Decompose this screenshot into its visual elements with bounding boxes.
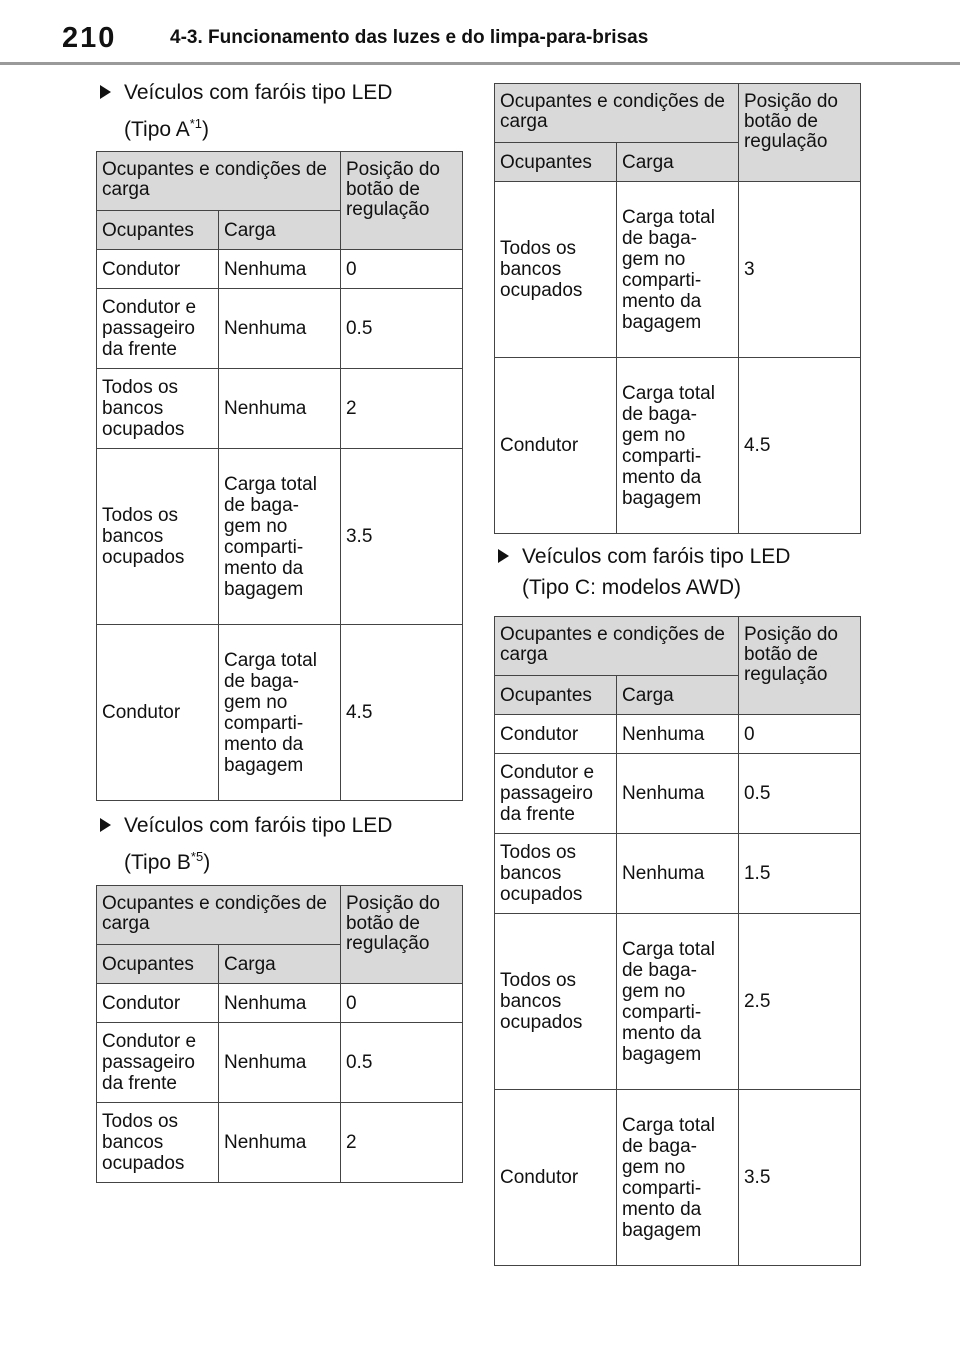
table-row: Condutor e passageiro da frente Nenhuma 0.5 — [97, 289, 463, 369]
table-row: Condutor Carga total de baga- gem no comparti- mento da bagagem 4.5 — [97, 625, 463, 801]
table-type-b — [96, 885, 463, 1183]
table-row: Todos os bancos ocupados Carga total de baga- gem no comparti- mento da bagagem 2.5 — [495, 914, 861, 1090]
header-occupants: Ocupantes — [97, 211, 219, 250]
header-occupants: Ocupantes — [495, 143, 617, 182]
page-header — [0, 0, 960, 68]
heading-type-b — [124, 810, 392, 878]
header-load: Carga — [218, 945, 340, 984]
header-load: Carga — [616, 676, 738, 715]
header-position: Posição do botão de regulação — [340, 886, 462, 984]
table-row: Condutor Nenhuma 0 — [495, 715, 861, 754]
section-title: 4-3. Funcionamento das luzes e do limpa-para-brisas — [170, 27, 649, 48]
header-occupants: Ocupantes — [97, 945, 219, 984]
page-number: 210 — [62, 22, 117, 54]
header-load: Carga — [218, 211, 340, 250]
header-group: Ocupantes e condições de carga — [495, 617, 739, 676]
table-row: Condutor Carga total de baga- gem no comparti- mento da bagagem 4.5 — [495, 358, 861, 534]
table-row: Todos os bancos ocupados Carga total de baga- gem no comparti- mento da bagagem 3.5 — [97, 449, 463, 625]
table-type-a — [96, 151, 463, 801]
table-row: Todos os bancos ocupados Carga total de baga- gem no comparti- mento da bagagem 3 — [495, 182, 861, 358]
heading-line: (Tipo $A^{*1}$) — [124, 116, 210, 141]
table-row: Todos os bancos ocupados Nenhuma 2 — [97, 1103, 463, 1183]
table-row: Todos os bancos ocupados Nenhuma 2 — [97, 369, 463, 449]
header-group: Ocupantes e condições de carga — [97, 152, 341, 211]
table-row: Condutor Nenhuma 0 — [97, 250, 463, 289]
heading-line: Veículos com faróis tipo LED — [124, 814, 393, 837]
heading-line: (Tipo C: modelos AWD) — [522, 576, 741, 599]
heading-type-c — [522, 541, 790, 603]
bullet-triangle-icon — [100, 818, 111, 832]
header-group: Ocupantes e condições de carga — [495, 84, 739, 143]
heading-line: Veículos com faróis tipo LED — [522, 545, 791, 568]
bullet-triangle-icon — [100, 85, 111, 99]
table-row: Todos os bancos ocupados Nenhuma 1.5 — [495, 834, 861, 914]
header-occupants: Ocupantes — [495, 676, 617, 715]
header-group: Ocupantes e condições de carga — [97, 886, 341, 945]
header-position: Posição do botão de regulação — [738, 84, 860, 182]
heading-type-a — [124, 77, 392, 145]
table-type-c — [494, 616, 861, 1266]
table-row: Condutor Nenhuma 0 — [97, 984, 463, 1023]
header-position: Posição do botão de regulação — [738, 617, 860, 715]
heading-line: Veículos com faróis tipo LED — [124, 81, 393, 104]
header-divider — [0, 62, 960, 65]
bullet-triangle-icon — [498, 549, 509, 563]
table-row: Condutor e passageiro da frente Nenhuma 0.5 — [97, 1023, 463, 1103]
heading-line: (Tipo $B^{*5}$) — [124, 849, 211, 874]
table-row: Condutor Carga total de baga- gem no comparti- mento da bagagem 3.5 — [495, 1090, 861, 1266]
footnote-ref: *1 — [189, 116, 203, 131]
table-row: Condutor e passageiro da frente Nenhuma 0.5 — [495, 754, 861, 834]
header-position: Posição do botão de regulação — [340, 152, 462, 250]
header-load: Carga — [616, 143, 738, 182]
footnote-ref: *5 — [190, 849, 204, 864]
table-type-b-continued — [494, 83, 861, 534]
